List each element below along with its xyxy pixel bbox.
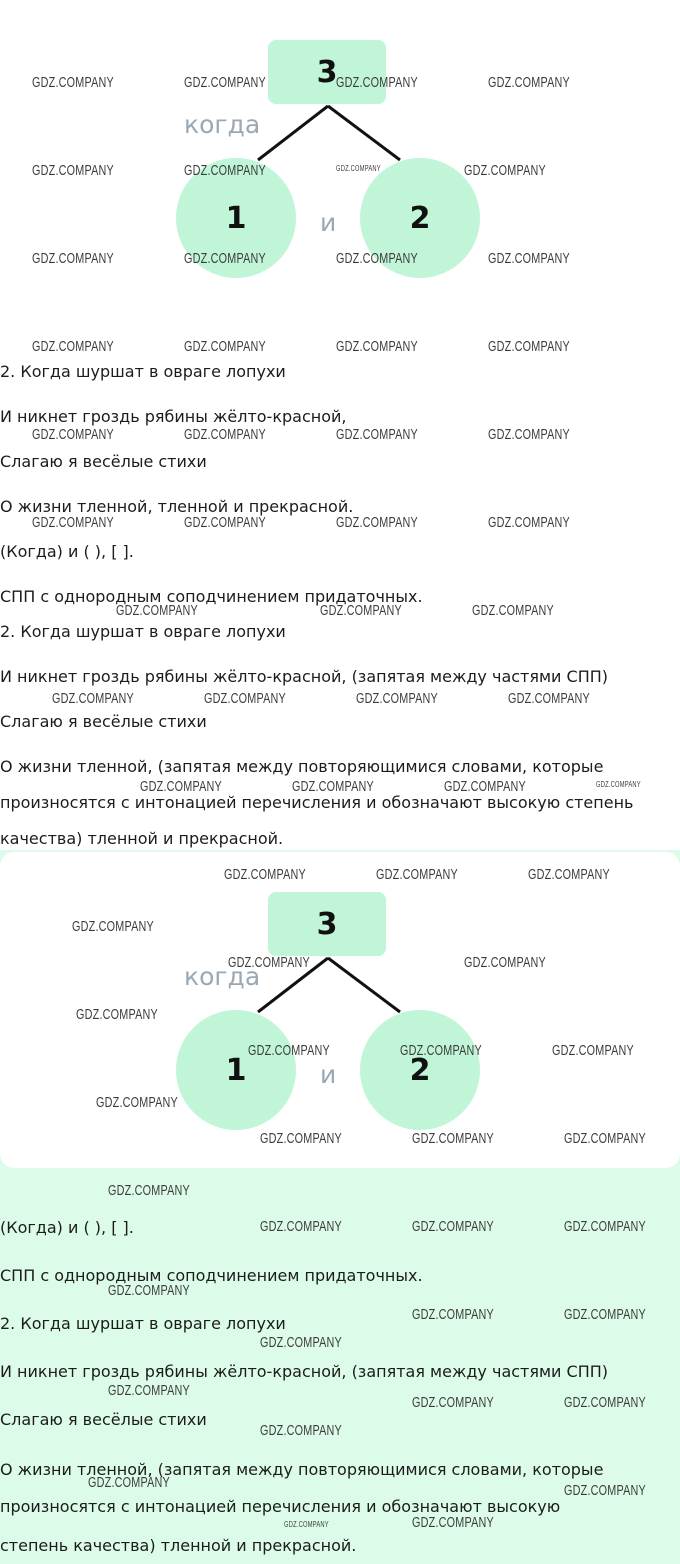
watermark: GDZ.COMPANY [260, 1218, 342, 1235]
connector-label: и [320, 1060, 337, 1089]
watermark: GDZ.COMPANY [564, 1394, 646, 1411]
watermark: GDZ.COMPANY [376, 866, 458, 883]
watermark: GDZ.COMPANY [52, 690, 134, 707]
watermark: GDZ.COMPANY [464, 162, 546, 179]
text-line: Слагаю я весёлые стихи [0, 712, 207, 731]
watermark: GDZ.COMPANY [248, 1042, 330, 1059]
watermark: GDZ.COMPANY [488, 426, 570, 443]
watermark: GDZ.COMPANY [96, 1094, 178, 1111]
main-clause-box: 3 [268, 892, 386, 956]
watermark: GDZ.COMPANY [336, 74, 418, 91]
watermark: GDZ.COMPANY [488, 338, 570, 355]
watermark: GDZ.COMPANY [184, 338, 266, 355]
text-line: О жизни тленной, (запятая между повторяющимися словами, которые [0, 757, 604, 776]
watermark: GDZ.COMPANY [596, 780, 641, 789]
watermark: GDZ.COMPANY [32, 74, 114, 91]
watermark: GDZ.COMPANY [336, 250, 418, 267]
watermark: GDZ.COMPANY [204, 690, 286, 707]
watermark: GDZ.COMPANY [32, 338, 114, 355]
text-line: И никнет гроздь рябины жёлто-красной, (запятая между частями СПП) [0, 667, 609, 686]
text-line: качества) тленной и прекрасной. [0, 829, 284, 848]
watermark: GDZ.COMPANY [76, 1006, 158, 1023]
watermark: GDZ.COMPANY [356, 690, 438, 707]
watermark: GDZ.COMPANY [488, 250, 570, 267]
watermark: GDZ.COMPANY [108, 1182, 190, 1199]
watermark: GDZ.COMPANY [488, 74, 570, 91]
watermark: GDZ.COMPANY [528, 866, 610, 883]
watermark: GDZ.COMPANY [116, 602, 198, 619]
text-line: И никнет гроздь рябины жёлто-красной, [0, 407, 347, 426]
watermark: GDZ.COMPANY [224, 866, 306, 883]
watermark: GDZ.COMPANY [228, 954, 310, 971]
text-line: 2. Когда шуршат в овраге лопухи [0, 362, 286, 381]
conjunction-label: когда [184, 110, 261, 139]
watermark: GDZ.COMPANY [184, 162, 266, 179]
watermark: GDZ.COMPANY [292, 778, 374, 795]
watermark: GDZ.COMPANY [184, 426, 266, 443]
subordinate-clause-1: 1 [176, 1010, 296, 1130]
text-line: О жизни тленной, (запятая между повторяющимися словами, которые [0, 1460, 604, 1479]
subordinate-clause-2: 2 [360, 1010, 480, 1130]
watermark: GDZ.COMPANY [184, 74, 266, 91]
watermark: GDZ.COMPANY [88, 1474, 170, 1491]
watermark: GDZ.COMPANY [564, 1482, 646, 1499]
text-line: степень качества) тленной и прекрасной. [0, 1536, 357, 1555]
watermark: GDZ.COMPANY [260, 1422, 342, 1439]
watermark: GDZ.COMPANY [464, 954, 546, 971]
watermark: GDZ.COMPANY [488, 514, 570, 531]
watermark: GDZ.COMPANY [412, 1130, 494, 1147]
watermark: GDZ.COMPANY [336, 338, 418, 355]
watermark: GDZ.COMPANY [284, 1520, 329, 1529]
watermark: GDZ.COMPANY [412, 1514, 494, 1531]
watermark: GDZ.COMPANY [552, 1042, 634, 1059]
text-line: Слагаю я весёлые стихи [0, 452, 207, 471]
watermark: GDZ.COMPANY [32, 162, 114, 179]
text-line: (Когда) и ( ), [ ]. [0, 1218, 134, 1237]
subordinate-clause-1: 1 [176, 158, 296, 278]
watermark: GDZ.COMPANY [412, 1218, 494, 1235]
watermark: GDZ.COMPANY [564, 1218, 646, 1235]
main-clause-box: 3 [268, 40, 386, 104]
watermark: GDZ.COMPANY [320, 602, 402, 619]
watermark: GDZ.COMPANY [32, 514, 114, 531]
watermark: GDZ.COMPANY [184, 250, 266, 267]
text-line: произносятся с интонацией перечисления и обозначают высокую степень [0, 793, 634, 812]
conjunction-label: когда [184, 962, 261, 991]
text-line: СПП с однородным соподчинением придаточных. [0, 1266, 423, 1285]
text-line: СПП с однородным соподчинением придаточных. [0, 587, 423, 606]
watermark: GDZ.COMPANY [108, 1382, 190, 1399]
watermark: GDZ.COMPANY [336, 514, 418, 531]
watermark: GDZ.COMPANY [336, 426, 418, 443]
text-line: Слагаю я весёлые стихи [0, 1410, 207, 1429]
watermark: GDZ.COMPANY [108, 1282, 190, 1299]
text-line: произносятся с интонацией перечисления и обозначают высокую [0, 1497, 561, 1516]
watermark: GDZ.COMPANY [472, 602, 554, 619]
watermark: GDZ.COMPANY [32, 250, 114, 267]
watermark: GDZ.COMPANY [412, 1394, 494, 1411]
text-line: О жизни тленной, тленной и прекрасной. [0, 497, 354, 516]
watermark: GDZ.COMPANY [444, 778, 526, 795]
text-line: 2. Когда шуршат в овраге лопухи [0, 622, 286, 641]
watermark: GDZ.COMPANY [412, 1306, 494, 1323]
watermark: GDZ.COMPANY [32, 426, 114, 443]
text-line: 2. Когда шуршат в овраге лопухи [0, 1314, 286, 1333]
watermark: GDZ.COMPANY [260, 1334, 342, 1351]
watermark: GDZ.COMPANY [564, 1130, 646, 1147]
text-line: (Когда) и ( ), [ ]. [0, 542, 134, 561]
watermark: GDZ.COMPANY [140, 778, 222, 795]
text-line: И никнет гроздь рябины жёлто-красной, (запятая между частями СПП) [0, 1362, 609, 1381]
watermark: GDZ.COMPANY [508, 690, 590, 707]
watermark: GDZ.COMPANY [336, 164, 381, 173]
watermark: GDZ.COMPANY [400, 1042, 482, 1059]
watermark: GDZ.COMPANY [184, 514, 266, 531]
watermark: GDZ.COMPANY [564, 1306, 646, 1323]
subordinate-clause-2: 2 [360, 158, 480, 278]
connector-label: и [320, 208, 337, 237]
watermark: GDZ.COMPANY [260, 1130, 342, 1147]
watermark: GDZ.COMPANY [72, 918, 154, 935]
